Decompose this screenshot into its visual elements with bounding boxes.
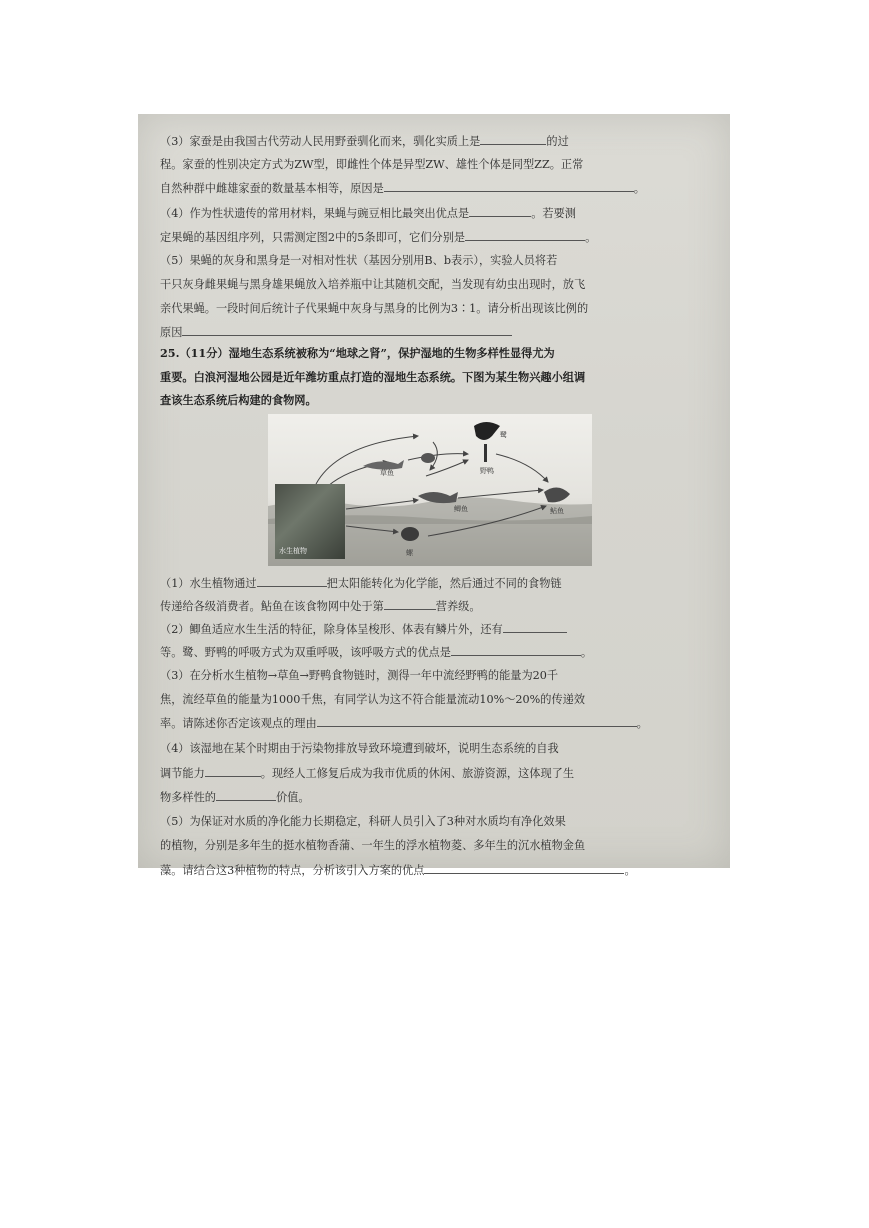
- figure-label-aquatic-plant: 水生植物: [279, 547, 307, 555]
- text-line: [160, 389, 710, 411]
- text-line: [160, 712, 710, 734]
- text-segment: （5）果蝇的灰身和黑身是一对相对性状（基因分别用B、b表示），实验人员将若: [160, 254, 558, 267]
- answer-blank[interactable]: [451, 641, 581, 656]
- text-segment: 把太阳能转化为化学能，然后通过不同的食物链: [326, 577, 562, 590]
- text-line: [160, 811, 710, 833]
- text-line: [160, 786, 710, 808]
- text-segment: 调节能力: [160, 767, 205, 780]
- text-line: [160, 665, 710, 687]
- duck-icon: [421, 453, 435, 463]
- figure-label-grass-carp: 草鱼: [380, 469, 394, 477]
- text-segment: （3）家蚕是由我国古代劳动人民用野蚕驯化而来，驯化实质上是: [160, 135, 481, 148]
- food-web-figure: [268, 414, 592, 566]
- text-segment: 率。请陈述你否定该观点的理由: [160, 717, 317, 730]
- text-line: [160, 835, 710, 857]
- scanned-exam-page: [138, 114, 730, 877]
- text-segment: 干只灰身雌果蝇与黑身雄果蝇放入培养瓶中让其随机交配，当发现有幼虫出现时，放飞: [160, 278, 586, 291]
- crucian-carp-icon: [418, 492, 458, 503]
- text-segment: 营养级。: [435, 600, 481, 613]
- aquatic-plant-photo: [275, 484, 345, 559]
- text-segment: 的过: [546, 135, 569, 148]
- catfish-icon: [544, 487, 570, 502]
- answer-blank[interactable]: [317, 712, 637, 727]
- answer-blank[interactable]: [384, 595, 436, 610]
- text-segment: （3）在分析水生植物→草鱼→野鸭食物链时，测得一年中流经野鸭的能量为20千: [160, 669, 559, 682]
- text-segment: 25.（11分）湿地生态系统被称为“地球之肾”，保护湿地的生物多样性显得尤为: [160, 346, 555, 360]
- text-line: [160, 762, 710, 784]
- figure-label-egret: 鹭: [500, 431, 507, 439]
- answer-blank[interactable]: [205, 762, 261, 777]
- text-line: [160, 177, 710, 199]
- text-segment: 。现经人工修复后成为我市优质的休闲、旅游资源，这体现了生: [260, 767, 575, 780]
- text-line: [160, 641, 710, 663]
- answer-blank[interactable]: [424, 859, 624, 874]
- text-line: [160, 274, 710, 296]
- text-segment: 传递给各级消费者。鲇鱼在该食物网中处于第: [160, 600, 384, 613]
- text-line: [160, 859, 710, 881]
- snail-icon: [401, 527, 419, 541]
- text-line: [160, 298, 710, 320]
- text-line: [160, 595, 710, 617]
- text-segment: 物多样性的: [160, 791, 216, 804]
- text-line: [160, 226, 710, 248]
- text-segment: （1）水生植物通过: [160, 577, 257, 590]
- text-segment: 定果蝇的基因组序列，只需测定图2中的5条即可，它们分别是: [160, 231, 466, 244]
- text-segment: （5）为保证对水质的净化能力长期稳定，科研人员引入了3种对水质均有净化效果: [160, 815, 566, 828]
- text-segment: （2）鲫鱼适应水生生活的特征，除身体呈梭形、体表有鳞片外，还有: [160, 623, 503, 636]
- text-segment: 程。家蚕的性别决定方式为ZW型，即雌性个体是异型ZW、雄性个体是同型ZZ。正常: [160, 158, 584, 171]
- text-segment: 。: [585, 231, 597, 244]
- text-segment: 。: [624, 864, 636, 877]
- text-segment: 价值。: [275, 791, 310, 804]
- figure-label-catfish: 鲇鱼: [550, 507, 564, 515]
- text-line: [160, 618, 710, 640]
- text-segment: 查该生态系统后构建的食物网。: [160, 393, 317, 407]
- text-line: [160, 250, 710, 272]
- text-segment: 的植物，分别是多年生的挺水植物香蒲、一年生的浮水植物菱、多年生的沉水植物金鱼: [160, 839, 586, 852]
- text-line: [160, 366, 710, 388]
- text-segment: 藻。请结合这3种植物的特点，分析该引入方案的优点: [160, 864, 425, 877]
- answer-blank[interactable]: [465, 226, 585, 241]
- answer-blank[interactable]: [216, 786, 276, 801]
- answer-blank[interactable]: [480, 130, 546, 145]
- text-segment: 。: [580, 646, 593, 659]
- answer-blank[interactable]: [503, 618, 567, 633]
- text-line: [160, 321, 710, 343]
- text-line: [160, 130, 710, 152]
- text-segment: （4）作为性状遗传的常用材料，果蝇与豌豆相比最突出优点是: [160, 207, 470, 220]
- figure-label-crucian-carp: 鲫鱼: [454, 505, 468, 513]
- text-line: [160, 154, 710, 176]
- text-line: [160, 689, 710, 711]
- text-segment: 焦，流经草鱼的能量为1000千焦，有同学认为这不符合能量流动10%～20%的传递效: [160, 693, 586, 706]
- figure-label-snail: 螺: [406, 549, 413, 557]
- text-segment: 。: [633, 182, 645, 195]
- text-segment: 重要。白浪河湿地公园是近年潍坊重点打造的湿地生态系统。下图为某生物兴趣小组调: [160, 370, 586, 384]
- text-line: [160, 202, 710, 224]
- text-segment: 原因: [160, 326, 183, 339]
- text-segment: 亲代果蝇。一段时间后统计子代果蝇中灰身与黑身的比例为3∶1。请分析出现该比例的: [160, 302, 589, 315]
- answer-blank[interactable]: [469, 202, 531, 217]
- answer-blank[interactable]: [384, 177, 634, 192]
- text-line: [160, 342, 710, 364]
- figure-label-wild-duck: 野鸭: [480, 467, 494, 475]
- text-line: [160, 738, 710, 760]
- answer-blank[interactable]: [257, 572, 327, 587]
- text-segment: 。若要测: [531, 207, 576, 220]
- answer-blank[interactable]: [182, 321, 512, 336]
- text-segment: 等。鹭、野鸭的呼吸方式为双重呼吸，该呼吸方式的优点是: [160, 646, 451, 659]
- text-segment: 。: [636, 717, 648, 730]
- text-line: [160, 572, 710, 594]
- text-segment: 自然种群中雌雄家蚕的数量基本相等，原因是: [160, 182, 384, 195]
- text-segment: （4）该湿地在某个时期由于污染物排放导致环境遭到破坏，说明生态系统的自我: [160, 742, 559, 755]
- egret-icon: [474, 422, 500, 440]
